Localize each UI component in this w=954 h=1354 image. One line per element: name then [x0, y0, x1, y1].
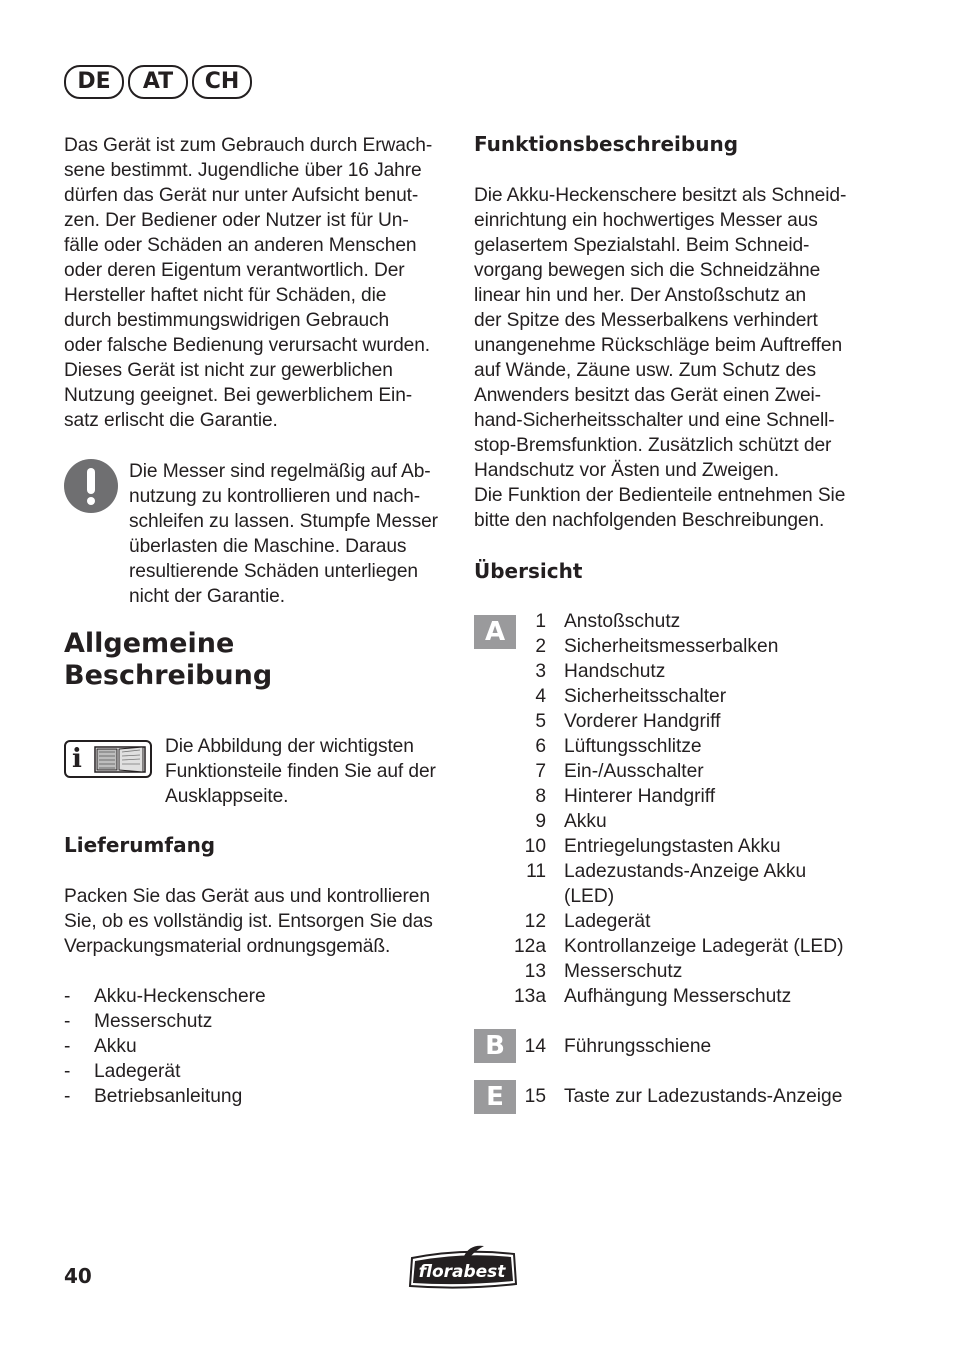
- badge-at: AT: [128, 65, 188, 99]
- funktion-line: linear hin und her. Der Anstoßschutz an: [474, 285, 807, 306]
- intro-line: Nutzung geeignet. Bei gewerblichem Ein-: [64, 385, 413, 406]
- funktion-line: Die Funktion der Bedienteile entnehmen Sie: [474, 485, 846, 506]
- info-line: Funktionsteile finden Sie auf der: [165, 761, 436, 782]
- section-letter-e: E: [474, 1080, 516, 1114]
- lieferumfang-line: Sie, ob es vollständig ist. Entsorgen Sie das: [64, 911, 433, 932]
- funktion-line: der Spitze des Messerbalkens verhindert: [474, 310, 818, 331]
- warning-line: überlasten die Maschine. Daraus: [129, 536, 407, 557]
- warning-line: resultierende Schäden unterliegen: [129, 561, 418, 582]
- info-note: [165, 734, 455, 809]
- intro-line: dürfen das Gerät nur unter Aufsicht benut-: [64, 185, 419, 206]
- warning-note: [129, 459, 459, 609]
- intro-line: satz erlischt die Garantie.: [64, 410, 278, 431]
- section-heading-allgemeine-beschreibung: [64, 628, 449, 692]
- lieferumfang-paragraph: [64, 884, 449, 959]
- warning-line: schleifen zu lassen. Stumpfe Messer: [129, 511, 438, 532]
- intro-line: fälle oder Schäden an anderen Menschen: [64, 235, 417, 256]
- funktion-line: auf Wände, Zäune usw. Zum Schutz des: [474, 360, 816, 381]
- logo-text: florabest: [418, 1262, 506, 1282]
- funktionsbeschreibung-paragraph: [474, 183, 874, 533]
- overview-item: 9 Akku: [535, 811, 607, 832]
- info-line: Die Abbildung der wichtigsten: [165, 736, 414, 757]
- funktion-line: vorgang bewegen sich die Schneidzähne: [474, 260, 821, 281]
- overview-item: 13a Aufhängung Messerschutz: [513, 986, 792, 1007]
- funktion-line: Die Akku-Heckenschere besitzt als Schneid-: [474, 185, 847, 206]
- lieferumfang-heading: [64, 832, 449, 858]
- list-item: - Betriebsanleitung: [64, 1086, 243, 1107]
- overview-item: 4 Sicherheitsschalter: [535, 686, 727, 707]
- intro-line: durch bestimmungswidrigen Gebrauch: [64, 310, 390, 331]
- intro-line: sene bestimmt. Jugendliche über 16 Jahre: [64, 160, 422, 181]
- intro-line: Das Gerät ist zum Gebrauch durch Erwach-: [64, 135, 433, 156]
- overview-item: 5 Vorderer Handgriff: [535, 711, 721, 732]
- overview-item: 11 Ladezustands-Anzeige Akku: [526, 861, 807, 882]
- exclamation-warning-icon: [64, 459, 118, 513]
- warning-line: nutzung zu kontrollieren und nach-: [129, 486, 420, 507]
- overview-item: 10 Entriegelungstasten Akku: [524, 836, 781, 857]
- florabest-logo: [406, 1244, 520, 1290]
- funktion-line: hand-Sicherheitsschalter und eine Schnell-: [474, 410, 835, 431]
- lieferumfang-heading-text: Lieferumfang: [64, 833, 216, 857]
- badge-ch: CH: [192, 65, 252, 99]
- intro-line: Dieses Gerät ist nicht zur gewerblichen: [64, 360, 393, 381]
- section-letter-a: A: [474, 615, 516, 649]
- overview-item: 15 Taste zur Ladezustands-Anzeige: [524, 1086, 843, 1107]
- overview-item: 1 Anstoßschutz: [535, 611, 681, 632]
- page-number: 40: [64, 1264, 92, 1288]
- overview-item: 14 Führungsschiene: [524, 1036, 712, 1057]
- intro-line: Hersteller haftet nicht für Schäden, die: [64, 285, 387, 306]
- overview-item: 8 Hinterer Handgriff: [535, 786, 716, 807]
- intro-paragraph: [64, 133, 449, 433]
- section-letter-b: B: [474, 1029, 516, 1063]
- heading-line: Beschreibung: [64, 660, 273, 691]
- uebersicht-heading: [474, 558, 874, 584]
- overview-item: 2 Sicherheitsmesserbalken: [535, 636, 779, 657]
- funktion-line: gelasertem Spezialstahl. Beim Schneid-: [474, 235, 810, 256]
- info-line: Ausklappseite.: [165, 786, 289, 807]
- warning-line: nicht der Garantie.: [129, 586, 285, 607]
- funktionsbeschreibung-heading: [474, 131, 874, 157]
- list-item: - Ladegerät: [64, 1061, 181, 1082]
- warning-line: Die Messer sind regelmäßig auf Ab-: [129, 461, 431, 482]
- info-book-icon: i: [64, 740, 152, 778]
- uebersicht-heading-text: Übersicht: [474, 559, 583, 583]
- overview-item: 7 Ein-/Ausschalter: [535, 761, 704, 782]
- funktion-line: bitte den nachfolgenden Beschreibungen.: [474, 510, 825, 531]
- overview-item: 6 Lüftungsschlitze: [535, 736, 702, 757]
- funktion-heading-text: Funktionsbeschreibung: [474, 132, 739, 156]
- intro-line: zen. Der Bediener oder Nutzer ist für Un-: [64, 210, 409, 231]
- list-item: - Akku-Heckenschere: [64, 986, 266, 1007]
- overview-item: 3 Handschutz: [535, 661, 666, 682]
- funktion-line: unangenehme Rückschläge beim Auftreffen: [474, 335, 843, 356]
- delivery-items-list: [64, 984, 449, 1109]
- intro-line: oder falsche Bedienung verursacht wurden.: [64, 335, 431, 356]
- overview-item: 12a Kontrollanzeige Ladegerät (LED): [513, 936, 844, 957]
- funktion-line: Anwenders besitzt das Gerät einen Zwei-: [474, 385, 821, 406]
- list-item: - Akku: [64, 1036, 137, 1057]
- list-item: - Messerschutz: [64, 1011, 213, 1032]
- funktion-line: einrichtung ein hochwertiges Messer aus: [474, 210, 818, 231]
- badge-de: DE: [64, 65, 124, 99]
- intro-line: oder deren Eigentum verantwortlich. Der: [64, 260, 405, 281]
- funktion-line: stop-Bremsfunktion. Zusätzlich schützt der: [474, 435, 832, 456]
- lieferumfang-line: Packen Sie das Gerät aus und kontrollieren: [64, 886, 430, 907]
- overview-item: 12 Ladegerät: [524, 911, 651, 932]
- overview-item: (LED): [564, 886, 615, 907]
- heading-line: Allgemeine: [64, 628, 235, 659]
- lieferumfang-line: Verpackungsmaterial ordnungsgemäß.: [64, 936, 391, 957]
- funktion-line: Handschutz vor Ästen und Zweigen.: [474, 460, 779, 481]
- overview-item: 13 Messerschutz: [524, 961, 683, 982]
